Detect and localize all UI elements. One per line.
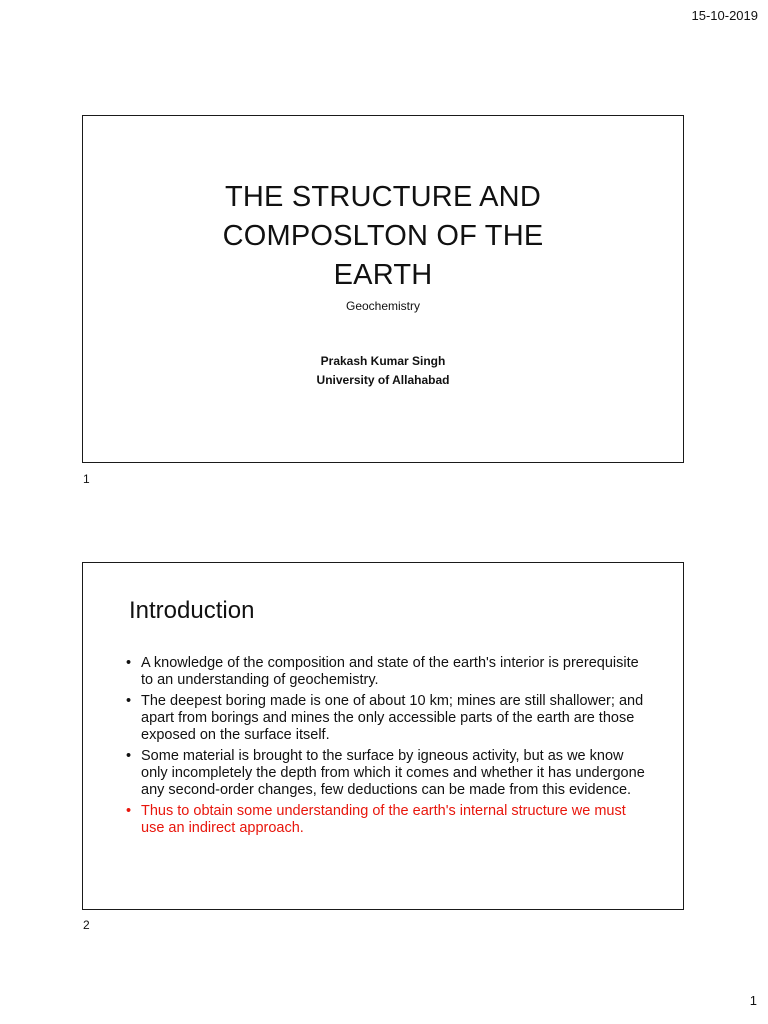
bullet-text: Some material is brought to the surface by igneous activity, but as we know only incompletely the depth from which it comes and whether it has undergone any second-order changes, few deductions can be made from this evidence. xyxy=(141,748,645,798)
page-number: 1 xyxy=(749,993,757,1008)
title-slide xyxy=(82,115,684,463)
author-affiliation: University of Allahabad xyxy=(316,373,450,387)
bullet-item xyxy=(125,655,653,689)
slide-heading: Introduction xyxy=(129,597,255,624)
bullet-dot: • xyxy=(126,803,132,819)
print-date: 15-10-2019 xyxy=(691,8,758,23)
bullet-text: The deepest boring made is one of about 10 km; mines are still shallower; and apart from borings and mines the only accessible parts of the earth are those exposed on the surface itself. xyxy=(141,693,644,743)
slide-title-line: EARTH xyxy=(333,259,433,291)
bullet-list xyxy=(125,655,653,841)
slide-title-line: COMPOSLTON OF THE xyxy=(222,220,544,252)
bullet-dot: • xyxy=(126,693,132,709)
author-name: Prakash Kumar Singh xyxy=(320,354,446,368)
bullet-item-highlight xyxy=(125,803,653,837)
author-block xyxy=(83,352,683,390)
bullet-text: Thus to obtain some understanding of the earth's internal structure we must use an indirect approach. xyxy=(141,803,626,836)
slide-title xyxy=(83,178,683,295)
slide-title-line: THE STRUCTURE AND xyxy=(225,181,541,213)
bullet-dot: • xyxy=(126,748,132,764)
slide-subtitle: Geochemistry xyxy=(345,299,421,313)
slide-number: 1 xyxy=(83,472,90,486)
slide-number: 2 xyxy=(83,918,90,932)
bullet-item xyxy=(125,748,653,799)
introduction-slide xyxy=(82,562,684,910)
bullet-text: A knowledge of the composition and state of the earth's interior is prerequisite to an understanding of geochemistry. xyxy=(141,655,639,688)
bullet-item xyxy=(125,693,653,744)
bullet-dot: • xyxy=(126,655,132,671)
